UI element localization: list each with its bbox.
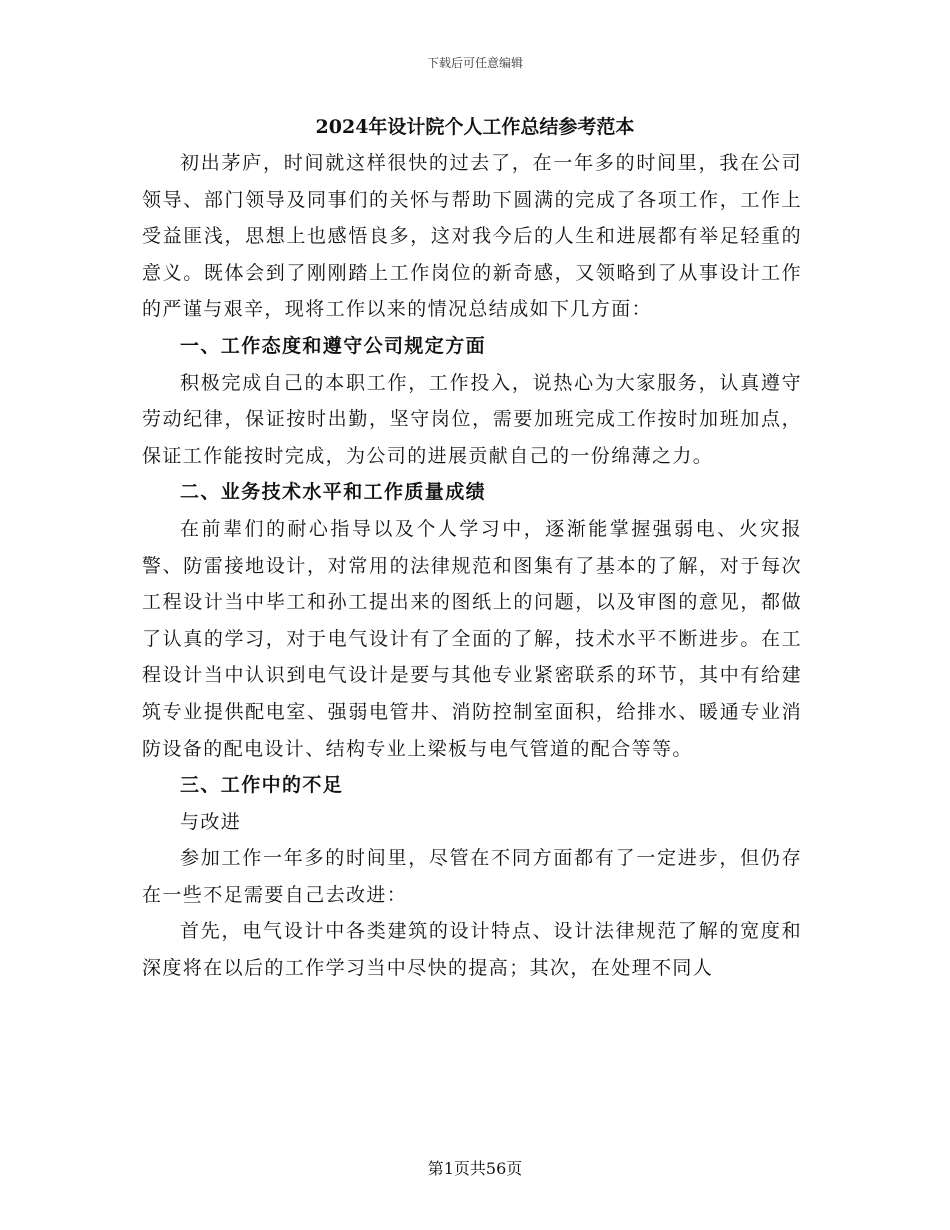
header-note: 下载后可任意编辑: [426, 56, 523, 70]
page-footer: 第1页共56页: [427, 1159, 523, 1178]
paragraph-section-1: 积极完成自己的本职工作，工作投入，说热心为大家服务，认真遵守劳动纪律，保证按时出勤，坚守岗位，需要加班完成工作按时加班加点，保证工作能按时完成，为公司的进展贡献自己的一份绵薄之力。: [142, 371, 802, 467]
section-heading-2: 二、业务技术水平和工作质量成绩: [180, 481, 487, 504]
paragraph-section-3-b: 首先，电气设计中各类建筑的设计特点、设计法律规范了解的宽度和深度将在以后的工作学习当中尽快的提高；其次，在处理不同人: [142, 920, 802, 980]
document-body: [142, 145, 802, 987]
section-heading-3: 三、工作中的不足: [180, 774, 344, 797]
paragraph-intro: 初出茅庐，时间就这样很快的过去了，在一年多的时间里，我在公司领导、部门领导及同事们的关怀与帮助下圆满的完成了各项工作，工作上受益匪浅，思想上也感悟良多，这对我今后的人生和进展都有举足轻重的意义。既体会到了刚刚踏上工作岗位的新奇感，又领略到了从事设计工作的严谨与艰辛，现将工作以来的情况总结成如下几方面：: [142, 152, 802, 321]
paragraph-section-2: 在前辈们的耐心指导以及个人学习中，逐渐能掌握强弱电、火灾报警、防雷接地设计，对常用的法律规范和图集有了基本的了解，对于每次工程设计当中毕工和孙工提出来的图纸上的问题，以及审图的意见，都做了认真的学习，对于电气设计有了全面的了解，技术水平不断进步。在工程设计当中认识到电气设计是要与其他专业紧密联系的环节，其中有给建筑专业提供配电室、强弱电管井、消防控制室面积，给排水、暖通专业消防设备的配电设计、结构专业上梁板与电气管道的配合等等。: [142, 517, 802, 760]
paragraph-section-3-subtitle: 与改进: [180, 810, 242, 833]
document-title: 2024年设计院个人工作总结参考范本: [315, 116, 635, 138]
section-heading-1: 一、工作态度和遵守公司规定方面: [180, 334, 487, 357]
paragraph-section-3-a: 参加工作一年多的时间里，尽管在不同方面都有了一定进步，但仍存在一些不足需要自己去改进：: [142, 847, 802, 906]
